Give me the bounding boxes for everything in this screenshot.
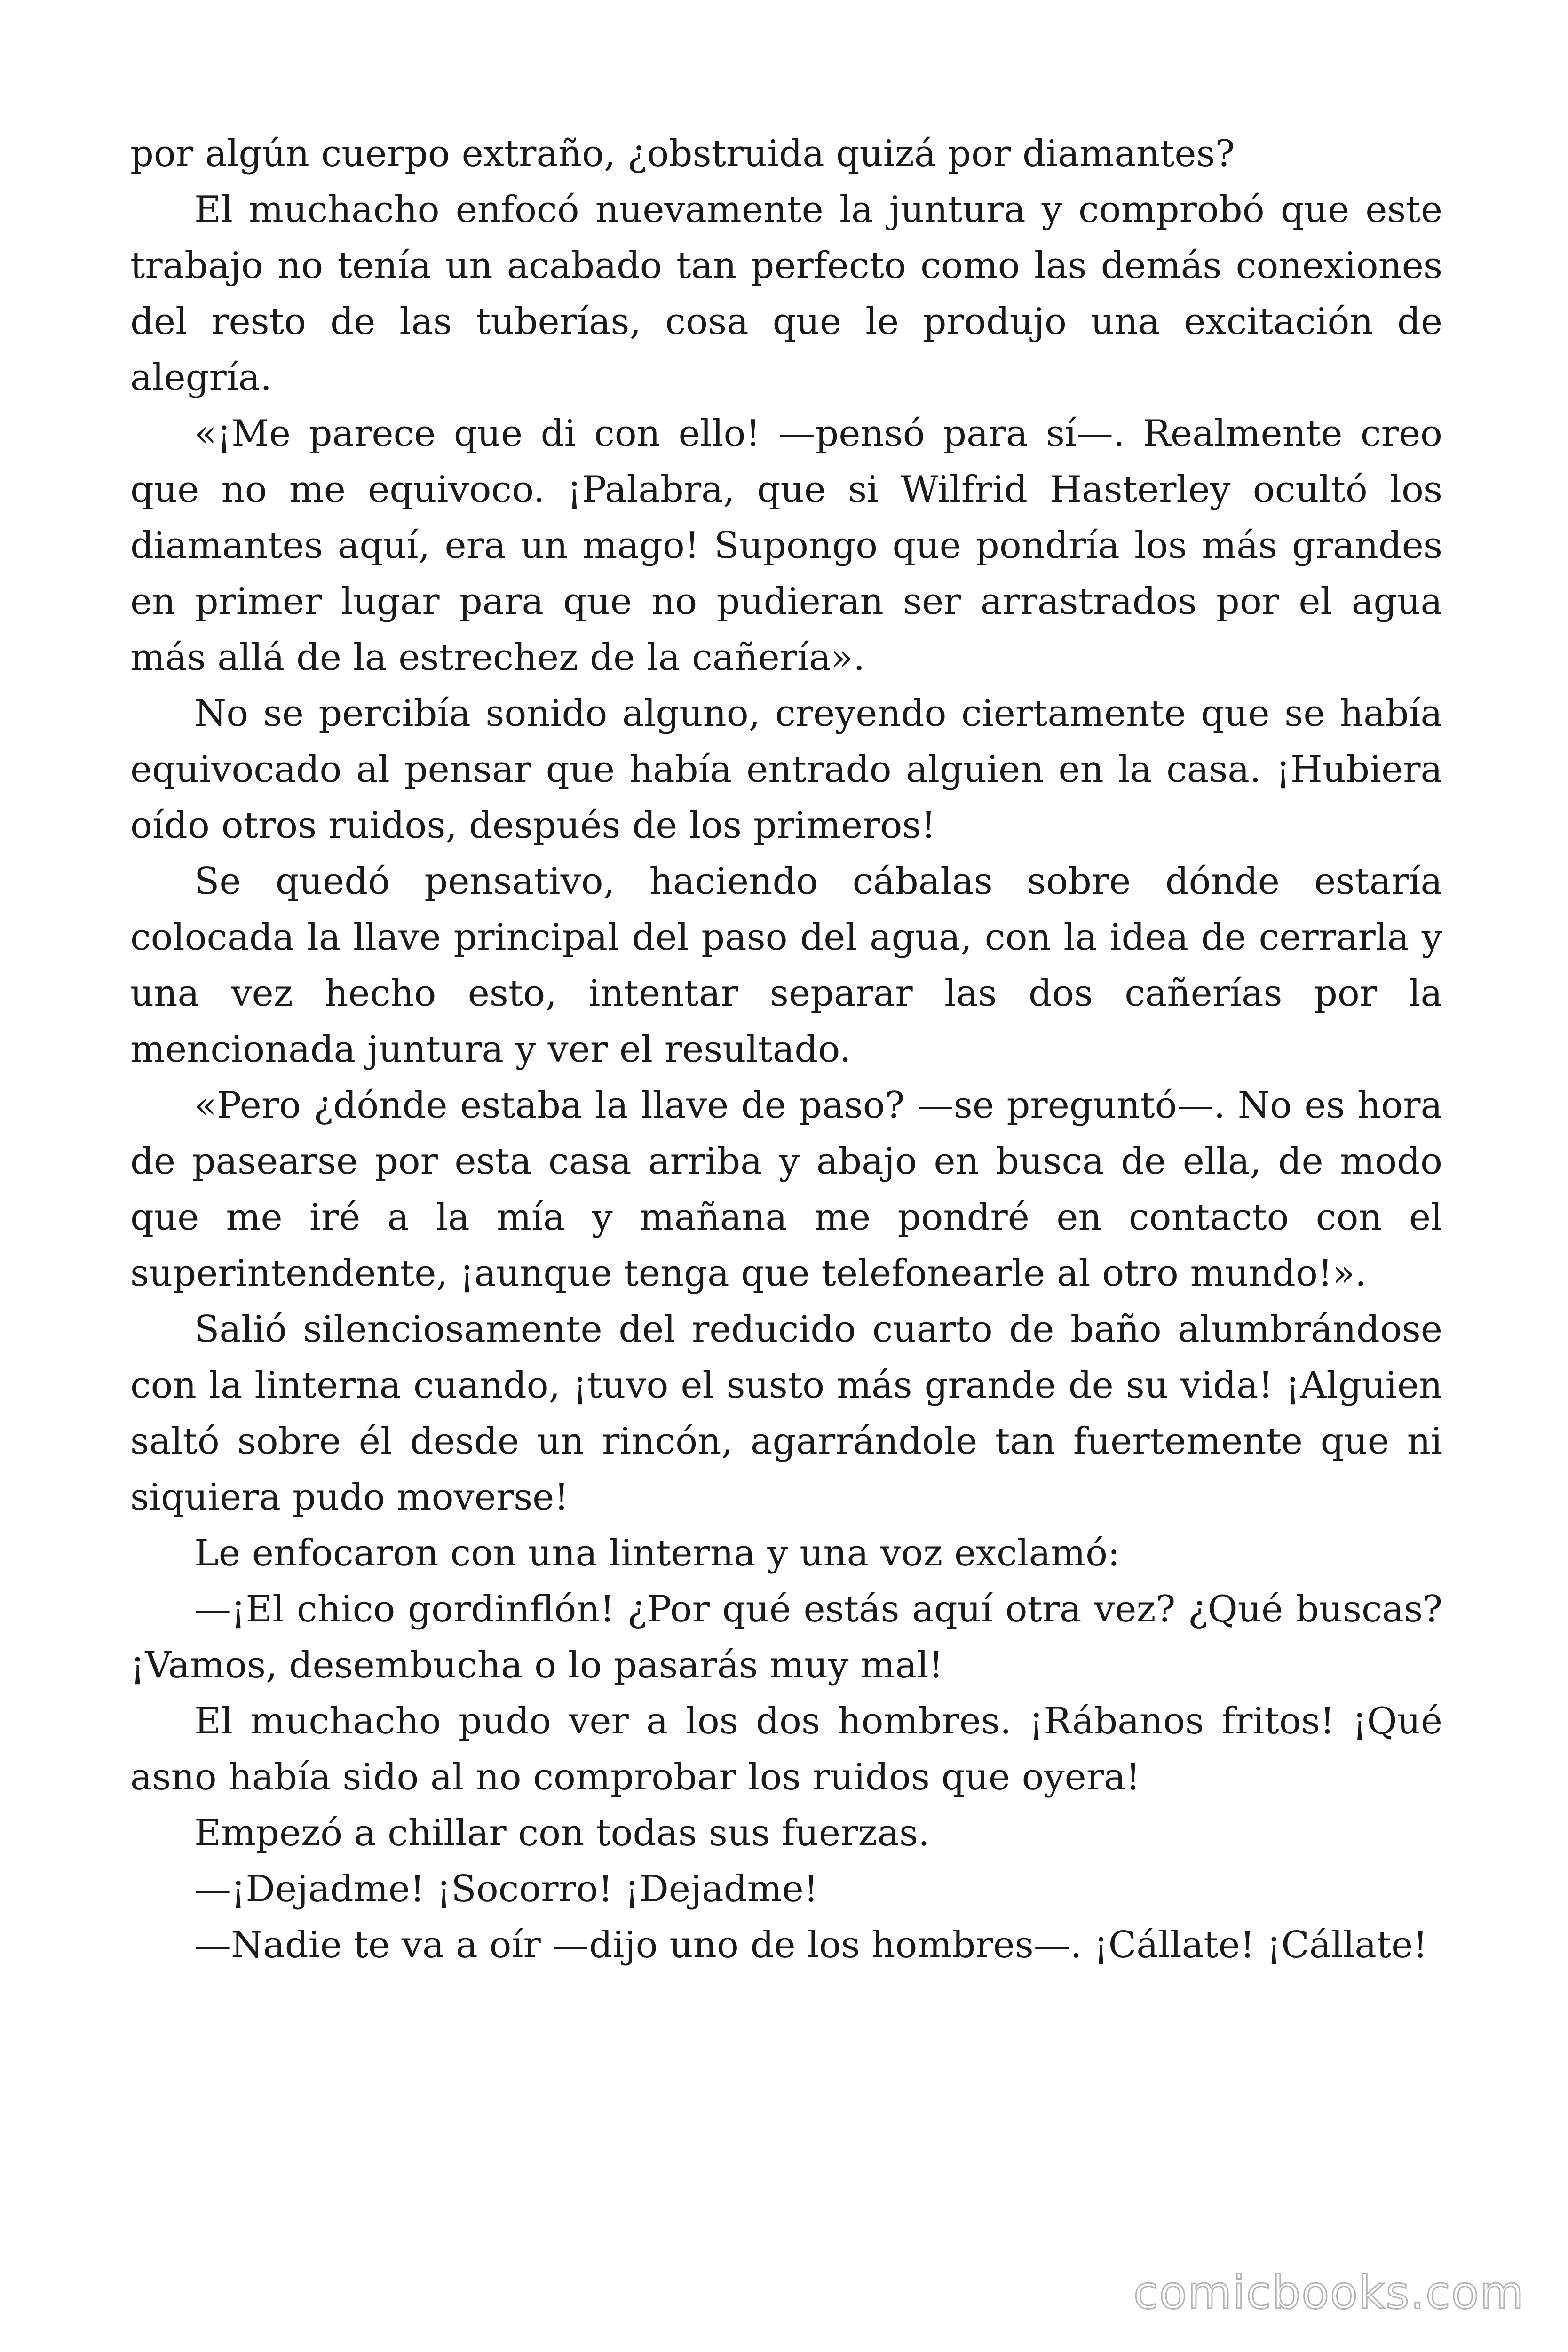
paragraph: —Nadie te va a oír —dijo uno de los hombres—. ¡Cállate! ¡Cállate! (194, 1924, 1428, 1966)
paragraph: Salió silenciosamente del reducido cuarto de baño alumbrándose con la linterna cuando, ¡tuvo el susto más grande de su vida! ¡Alguien saltó sobre él desde un rincón, agarrándole tan fuertemente que ni siquiera pudo moverse! (130, 1308, 1442, 1518)
paragraph: —¡Dejadme! ¡Socorro! ¡Dejadme! (194, 1868, 819, 1910)
paragraph: Se quedó pensativo, haciendo cábalas sobre dónde estaría colocada la llave principal del paso del agua, con la idea de cerrarla y una vez hecho esto, intentar separar las dos cañerías por la mencionada juntura y ver el resultado. (130, 860, 1442, 1071)
paragraph: El muchacho pudo ver a los dos hombres. ¡Rábanos fritos! ¡Qué asno había sido al no comprobar los ruidos que oyera! (130, 1700, 1442, 1798)
paragraph: Empezó a chillar con todas sus fuerzas. (194, 1812, 930, 1854)
paragraph: El muchacho enfocó nuevamente la juntura y comprobó que este trabajo no tenía un acabado tan perfecto como las demás conexiones del resto de las tuberías, cosa que le produjo una excitación de alegría. (130, 189, 1442, 399)
paragraph: «Pero ¿dónde estaba la llave de paso? —se preguntó—. No es hora de pasearse por esta casa arriba y abajo en busca de ella, de modo que me iré a la mía y mañana me pondré en contacto con el superintendente, ¡aunque tenga que telefonearle al otro mundo!». (130, 1084, 1442, 1295)
watermark: comicbooks.com (1133, 2266, 1525, 2319)
paragraph: «¡Me parece que di con ello! —pensó para sí—. Realmente creo que no me equivoco. ¡Palabra, que si Wilfrid Hasterley ocultó los diamantes aquí, era un mago! Supongo que pondría los más grandes en primer lugar para que no pudieran ser arrastrados por el agua más allá de la estrechez de la cañería». (130, 413, 1442, 679)
body-text (130, 126, 1442, 1973)
paragraph: Le enfocaron con una linterna y una voz exclamó: (194, 1532, 1120, 1574)
paragraph: —¡El chico gordinflón! ¿Por qué estás aquí otra vez? ¿Qué buscas? ¡Vamos, desembucha o lo pasarás muy mal! (130, 1588, 1442, 1686)
paragraph: por algún cuerpo extraño, ¿obstruida quizá por diamantes? (130, 133, 1235, 175)
paragraph: No se percibía sonido alguno, creyendo ciertamente que se había equivocado al pensar que había entrado alguien en la casa. ¡Hubiera oído otros ruidos, después de los primeros! (130, 692, 1442, 847)
